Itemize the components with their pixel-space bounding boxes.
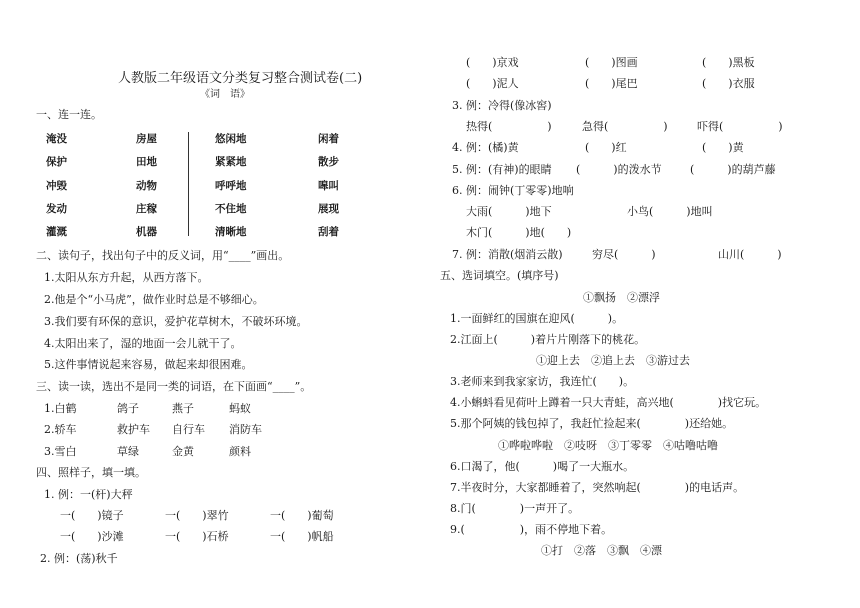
- fill-blank-item: 热得( ): [466, 120, 552, 133]
- fill-blank-item: ( )的葫芦藤: [690, 163, 776, 176]
- example-line: 5. 例：(有神)的眼睛: [452, 163, 552, 176]
- fill-blank-item: ( )图画: [585, 56, 638, 69]
- fill-blank-item: 一( )葡萄: [270, 509, 334, 522]
- fill-blank-item: ( )红: [585, 141, 627, 154]
- word-item: 草绿: [117, 445, 139, 458]
- section-2-heading: 二、读句子，找出句子中的反义词，用“____”画出。: [36, 249, 290, 262]
- word-item: 消防车: [229, 423, 262, 436]
- section-5-heading: 五、选词填空。(填序号): [440, 269, 559, 282]
- fill-blank-item: 一( )翠竹: [165, 509, 229, 522]
- example-line: 6. 例：闹钟(丁零零)地响: [452, 184, 574, 197]
- match-word: 冲毁: [46, 180, 67, 192]
- option-list: ①打 ②落 ③飘 ④漂: [541, 544, 662, 557]
- page-title: 人教版二年级语文分类复习整合测试卷(二): [118, 71, 363, 86]
- sentence-item: 3.我们要有环保的意识，爱护花草树木，不破坏环境。: [44, 315, 308, 328]
- fill-blank-item: ( )黄: [702, 141, 744, 154]
- fill-blank-item: 一( )镜子: [60, 509, 124, 522]
- match-word: 不住地: [215, 203, 247, 215]
- word-item: 鸽子: [117, 402, 139, 415]
- example-line: 2. 例：(荡)秋千: [40, 552, 118, 565]
- fill-blank-item: 一( )帆船: [270, 530, 334, 543]
- match-word: 房屋: [136, 133, 157, 145]
- option-list: ①迎上去 ②追上去 ③游过去: [536, 354, 690, 367]
- option-list: ①飘扬 ②漂浮: [583, 291, 660, 304]
- question-item: 5.那个阿姨的钱包掉了，我赶忙捡起来( )还给她。: [450, 417, 734, 430]
- word-item: 救护车: [117, 423, 150, 436]
- fill-blank-item: 急得( ): [582, 120, 668, 133]
- section-1-heading: 一、连一连。: [36, 108, 102, 121]
- match-word: 刮着: [318, 226, 339, 238]
- example-line: 4. 例：(橘)黄: [452, 141, 519, 154]
- section-4-heading: 四、照样子，填一填。: [36, 466, 146, 479]
- question-item: 3.老师来到我家家访，我连忙( )。: [450, 375, 635, 388]
- question-item: 9.( )，雨不停地下着。: [450, 523, 613, 536]
- match-word: 悠闲地: [215, 133, 247, 145]
- example-line: 7. 例：消散(烟消云散): [452, 248, 563, 261]
- sentence-item: 5.这件事情说起来容易，做起来却很困难。: [44, 358, 253, 371]
- fill-blank-item: 吓得( ): [697, 120, 783, 133]
- question-item: 1.一面鲜红的国旗在迎风( )。: [450, 312, 624, 325]
- word-item: 燕子: [172, 402, 194, 415]
- fill-blank-item: 小鸟( )地叫: [627, 205, 713, 218]
- fill-blank-item: 穷尽( ): [592, 248, 656, 261]
- sentence-item: 4.太阳出来了，湿的地面一会儿就干了。: [44, 337, 242, 350]
- match-word: 紧紧地: [215, 156, 247, 168]
- word-item: 蚂蚁: [229, 402, 251, 415]
- word-item: 颜料: [229, 445, 251, 458]
- question-item: 4.小蝌蚪看见荷叶上蹲着一只大青蛙，高兴地( )找它玩。: [450, 396, 767, 409]
- match-word: 机器: [136, 226, 157, 238]
- fill-blank-item: 一( )沙滩: [60, 530, 124, 543]
- question-item: 6.口渴了，他( )喝了一大瓶水。: [450, 460, 635, 473]
- word-item: 3.雪白: [44, 445, 77, 458]
- divider-line: [188, 132, 189, 236]
- word-item: 自行车: [172, 423, 205, 436]
- fill-blank-item: ( )的泼水节: [576, 163, 662, 176]
- word-item: 2.轿车: [44, 423, 77, 436]
- match-word: 清晰地: [215, 226, 247, 238]
- fill-blank-item: ( )泥人: [466, 77, 519, 90]
- fill-blank-item: ( )京戏: [466, 56, 519, 69]
- match-word: 庄稼: [136, 203, 157, 215]
- match-word: 保护: [46, 156, 67, 168]
- example-line: 1. 例：一(杆)大秤: [44, 488, 133, 501]
- fill-blank-item: ( )衣服: [702, 77, 755, 90]
- match-word: 呼呼地: [215, 180, 247, 192]
- question-item: 8.门( )一声开了。: [450, 502, 580, 515]
- word-item: 1.白鹤: [44, 402, 77, 415]
- page-subtitle: 《词 语》: [200, 89, 250, 100]
- match-word: 发动: [46, 203, 67, 215]
- fill-blank-item: ( )黑板: [702, 56, 755, 69]
- example-line: 3. 例：冷得(像冰窖): [452, 99, 552, 112]
- fill-blank-item: ( )尾巴: [585, 77, 638, 90]
- match-word: 散步: [318, 156, 339, 168]
- match-word: 动物: [136, 180, 157, 192]
- question-item: 2.江面上( )着片片刚落下的桃花。: [450, 333, 646, 346]
- fill-blank-item: 一( )石桥: [165, 530, 229, 543]
- fill-blank-item: 木门( )地( ): [466, 226, 572, 239]
- sentence-item: 2.他是个“小马虎”，做作业时总是不够细心。: [44, 293, 264, 306]
- match-word: 田地: [136, 156, 157, 168]
- match-word: 展现: [318, 203, 339, 215]
- question-item: 7.半夜时分，大家都睡着了，突然响起( )的电话声。: [450, 481, 745, 494]
- match-word: 闲着: [318, 133, 339, 145]
- match-word: 淹没: [46, 133, 67, 145]
- match-word: 嗥叫: [318, 180, 339, 192]
- fill-blank-item: 山川( ): [718, 248, 782, 261]
- fill-blank-item: 大雨( )地下: [466, 205, 552, 218]
- section-3-heading: 三、读一读，选出不是同一类的词语，在下面画“____”。: [36, 380, 312, 393]
- option-list: ①哗啦哗啦 ②吱呀 ③丁零零 ④咕噜咕噜: [498, 439, 718, 452]
- word-item: 金黄: [172, 445, 194, 458]
- sentence-item: 1.太阳从东方升起，从西方落下。: [44, 271, 209, 284]
- match-word: 灌溉: [46, 226, 67, 238]
